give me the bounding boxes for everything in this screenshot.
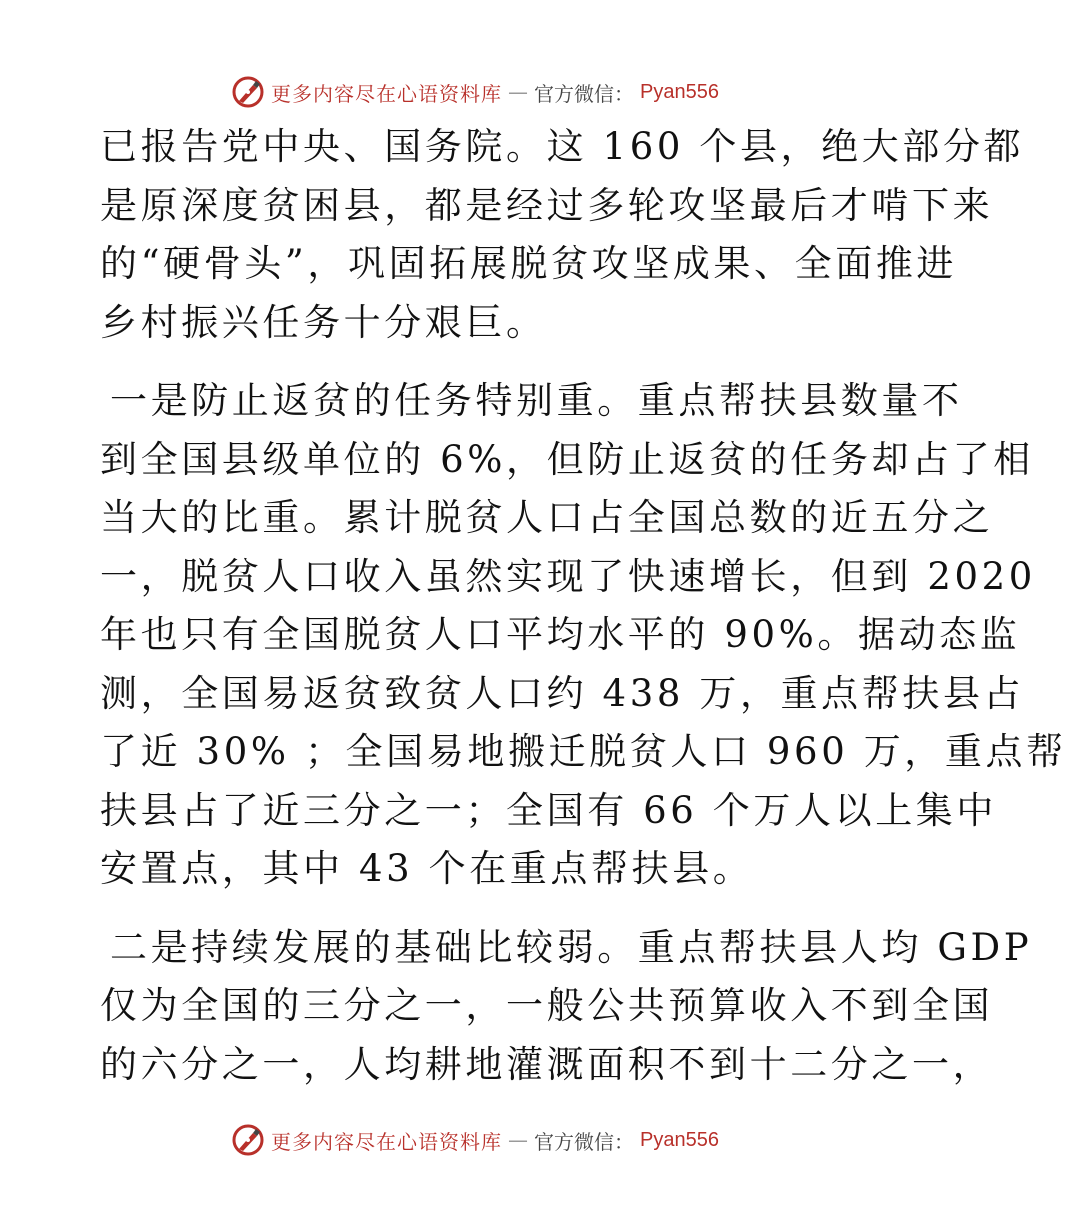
pen-logo-icon (231, 75, 265, 109)
text-line: 一是防止返贫的任务特别重。重点帮扶县数量不 (110, 379, 963, 422)
text-line: 一，脱贫人口收入虽然实现了快速增长，但到 2020 (100, 554, 1036, 598)
watermark-text: 更多内容尽在心语资料库 (271, 1129, 503, 1154)
header-watermark (0, 72, 950, 112)
watermark-separator: — (508, 1128, 529, 1152)
watermark-separator: — (508, 80, 529, 104)
paragraph-3 (100, 919, 1033, 1095)
text-line: 二是持续发展的基础比较弱。重点帮扶县人均 GDP (110, 925, 1033, 969)
watermark-wechat-label: 官方微信： (534, 1129, 635, 1154)
watermark-wechat-id: Pyan556 (640, 80, 719, 103)
text-line: 到全国县级单位的 6%，但防止返贫的任务却占了相 (100, 437, 1034, 481)
pen-logo-icon (231, 1123, 265, 1157)
text-line: 是原深度贫困县，都是经过多轮攻坚最后才啃下来 (100, 183, 994, 227)
watermark-wechat-id: Pyan556 (640, 1128, 719, 1151)
text-line: 安置点，其中 43 个在重点帮扶县。 (100, 847, 754, 890)
text-line: 当大的比重。累计脱贫人口占全国总数的近五分之 (100, 496, 994, 539)
paragraph-2 (100, 372, 1067, 899)
text-line: 乡村振兴任务十分艰巨。 (100, 300, 547, 344)
paragraph-1 (100, 118, 1025, 352)
text-line: 的六分之一，人均耕地灌溉面积不到十二分之一， (100, 1042, 994, 1086)
text-line: 扶县占了近三分之一；全国有 66 个万人以上集中 (100, 788, 998, 832)
text-line: 年也只有全国脱贫人口平均水平的 90%。据动态监 (100, 613, 1021, 656)
watermark-wechat-label: 官方微信： (534, 81, 635, 106)
document-body (100, 118, 1067, 1094)
text-line: 的“硬骨头”，巩固拓展脱贫攻坚成果、全面推进 (100, 242, 958, 285)
text-line: 仅为全国的三分之一，一般公共预算收入不到全国 (100, 984, 994, 1027)
text-line: 测，全国易返贫致贫人口约 438 万，重点帮扶县占 (100, 671, 1025, 715)
text-line: 了近 30% ；全国易地搬迁脱贫人口 960 万，重点帮 (100, 730, 1067, 773)
footer-watermark (0, 1120, 950, 1160)
watermark-text: 更多内容尽在心语资料库 (271, 81, 503, 106)
text-line: 已报告党中央、国务院。这 160 个县，绝大部分都 (100, 125, 1025, 168)
